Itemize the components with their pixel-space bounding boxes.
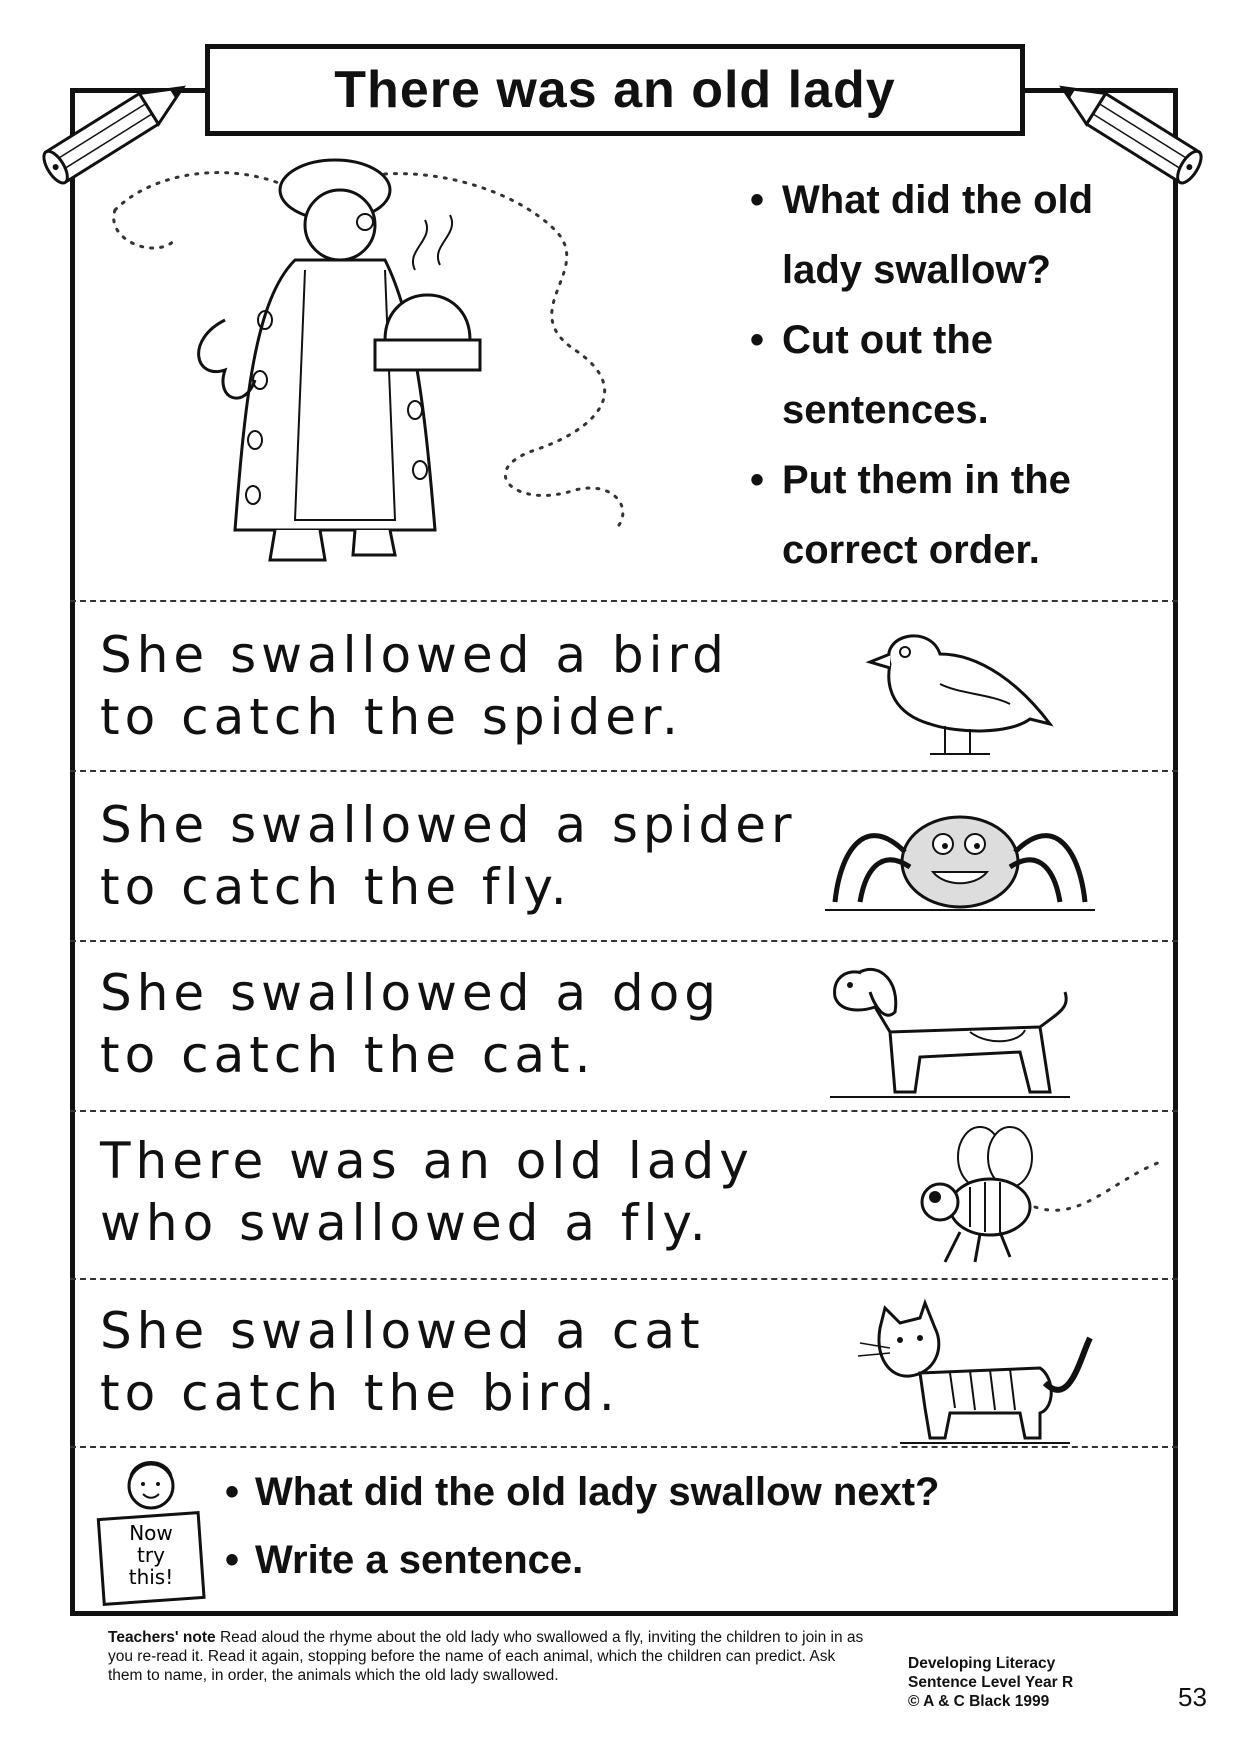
sentence-strip[interactable] bbox=[70, 600, 1178, 770]
sentence-text bbox=[100, 624, 729, 748]
instruction-list bbox=[750, 165, 1150, 585]
cut-line bbox=[70, 1446, 1178, 1448]
sentence-line: She swallowed a bird bbox=[100, 626, 729, 684]
sentence-line: to catch the spider. bbox=[100, 688, 683, 746]
bullet: • bbox=[750, 318, 765, 362]
sentence-line: She swallowed a cat bbox=[100, 1302, 705, 1360]
dog-icon bbox=[820, 952, 1080, 1107]
instruction-item bbox=[750, 165, 1150, 305]
instruction-text: Put them in the correct order. bbox=[782, 458, 1071, 572]
bullet: • bbox=[225, 1470, 240, 1514]
sentence-line: She swallowed a spider bbox=[100, 796, 797, 854]
sentence-line: She swallowed a dog bbox=[100, 964, 721, 1022]
bullet: • bbox=[750, 178, 765, 222]
sign-text-this: this! bbox=[128, 1565, 174, 1589]
old-lady-illustration bbox=[95, 150, 695, 570]
sentence-line: to catch the bird. bbox=[100, 1364, 620, 1422]
sentence-strip[interactable] bbox=[70, 770, 1178, 940]
sentence-strip[interactable] bbox=[70, 940, 1178, 1110]
bird-icon bbox=[860, 614, 1060, 764]
next-task-text: What did the old lady swallow next? bbox=[255, 1470, 940, 1514]
credits-line: © A & C Black 1999 bbox=[908, 1693, 1050, 1710]
sentence-line: to catch the fly. bbox=[100, 858, 572, 916]
spider-icon bbox=[825, 792, 1095, 922]
fly-icon bbox=[880, 1122, 1170, 1272]
boy-with-sign-illustration bbox=[96, 1456, 216, 1606]
sentence-text bbox=[100, 794, 797, 918]
sentence-line: There was an old lady bbox=[100, 1132, 754, 1190]
title-box bbox=[205, 44, 1025, 136]
next-task-list bbox=[225, 1458, 940, 1594]
next-task-text: Write a sentence. bbox=[255, 1538, 584, 1582]
sentence-line: who swallowed a fly. bbox=[100, 1194, 711, 1252]
instruction-text: What did the old lady swallow? bbox=[782, 178, 1094, 292]
teachers-note-label: Teachers' note bbox=[108, 1629, 216, 1646]
cat-icon bbox=[840, 1298, 1110, 1448]
sentence-text bbox=[100, 962, 721, 1086]
bullet: • bbox=[225, 1538, 240, 1582]
teachers-note bbox=[108, 1628, 868, 1685]
credits-line: Sentence Level Year R bbox=[908, 1674, 1074, 1691]
credits-line: Developing Literacy bbox=[908, 1655, 1056, 1672]
next-task-item bbox=[225, 1526, 940, 1594]
sentence-strip[interactable] bbox=[70, 1110, 1178, 1278]
next-task-item bbox=[225, 1458, 940, 1526]
instruction-item bbox=[750, 305, 1150, 445]
bullet: • bbox=[750, 458, 765, 502]
sign-text-try: try bbox=[137, 1543, 165, 1567]
teachers-note-text: Read aloud the rhyme about the old lady who swallowed a fly, inviting the children to join in as you re-read it. Read it again, stopping before the name of each animal, which the children can predict. Ask them to name, in order, the animals which the old lady swallowed. bbox=[108, 1629, 864, 1684]
credits bbox=[908, 1654, 1073, 1711]
sentence-strip[interactable] bbox=[70, 1278, 1178, 1446]
page-number: 53 bbox=[1178, 1682, 1207, 1712]
instruction-item bbox=[750, 445, 1150, 585]
sentence-text bbox=[100, 1130, 754, 1254]
sentence-line: to catch the cat. bbox=[100, 1026, 596, 1084]
instruction-text: Cut out the sentences. bbox=[782, 318, 994, 432]
sentence-text bbox=[100, 1300, 705, 1424]
page-title: There was an old lady bbox=[334, 61, 896, 119]
sign-text-now: Now bbox=[129, 1521, 173, 1545]
